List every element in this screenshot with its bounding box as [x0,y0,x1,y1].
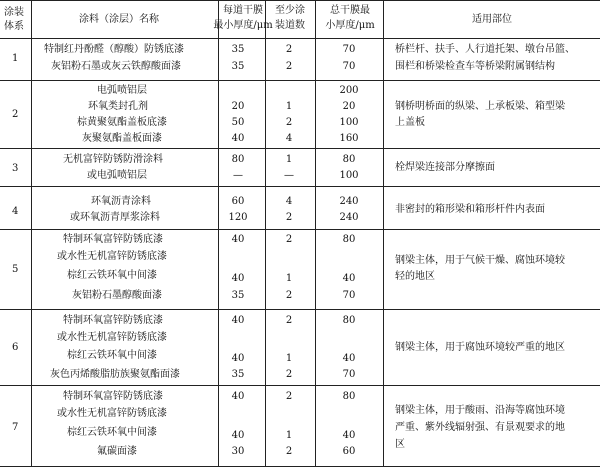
coat-count: 2 [285,117,293,128]
column-separator [315,0,316,466]
coating-name: 或环氧沥青厚浆涂料 [70,212,160,223]
coat-count: 2 [285,315,293,326]
usage-text: 围栏和桥梁检查车等桥梁附属钢结构 [395,61,555,72]
coat-thickness: 40 [231,391,245,402]
total-thickness: 60 [342,446,356,457]
usage-text: 钢桥明桥面的纵梁、上承板梁、箱型梁 [395,101,565,112]
row-separator [0,80,600,81]
row-separator [0,309,600,310]
header-thickness: 每道干膜 [223,5,263,16]
system-number: 1 [12,53,19,64]
coat-thickness: 35 [231,44,245,55]
table-border-top [0,0,600,1]
header-system: 体系 [4,21,24,32]
total-thickness: 240 [339,212,359,223]
total-thickness: 100 [339,117,359,128]
row-separator [0,186,600,187]
total-thickness: 40 [342,273,356,284]
coat-thickness: 120 [228,212,248,223]
usage-text: 上盖板 [395,117,425,128]
coat-count: 4 [285,133,293,144]
coat-thickness: 30 [231,446,245,457]
coating-name: 环氧沥青涂料 [91,196,151,207]
header-system: 涂装 [4,7,24,18]
coat-thickness: 35 [231,369,245,380]
total-thickness: 80 [342,154,356,165]
coating-name: 或电弧喷铝层 [87,170,147,181]
coat-count: 1 [285,154,293,165]
coating-name: 特制环氧富锌防锈底漆 [63,234,163,245]
coating-name: 或水性无机富锌防锈底漆 [57,408,167,419]
coating-name: 特制环氧富锌防锈底漆 [63,391,163,402]
coating-name: 氟碳面漆 [97,446,137,457]
coating-name: 无机富锌防锈防滑涂料 [63,154,163,165]
coat-count: 2 [285,391,293,402]
system-number: 4 [12,206,19,217]
system-number: 6 [12,342,19,353]
table-border-bottom [0,466,600,467]
coating-name: 或水性无机富锌防锈底漆 [57,332,167,343]
coat-count: 2 [285,234,293,245]
usage-text: 非密封的箱形梁和箱形杆件内表面 [395,204,545,215]
coat-count: 2 [285,369,293,380]
coat-thickness: 40 [231,315,245,326]
coat-count: 4 [285,196,293,207]
total-thickness: 70 [342,290,356,301]
total-thickness: 80 [342,234,356,245]
header-coats: 至少涂 [275,5,305,16]
total-thickness: 240 [339,196,359,207]
header-separator [0,38,600,39]
system-number: 7 [12,422,19,433]
header-coats: 装道数 [275,20,305,31]
total-thickness: 200 [339,85,359,96]
coating-name: 电弧喷铝层 [97,85,147,96]
coat-thickness: 40 [231,430,245,441]
header-total: 小厚度/μm [325,20,375,31]
coat-thickness: 35 [231,290,245,301]
coat-thickness: — [233,170,243,181]
total-thickness: 80 [342,315,356,326]
usage-text: 栓焊梁连接部分摩擦面 [395,162,495,173]
coat-count: 1 [285,353,293,364]
coat-count: 1 [285,273,293,284]
usage-text: 钢梁主体，用于气候干燥、腐蚀环境较 [395,255,565,266]
coat-thickness: 80 [231,154,245,165]
coating-name: 环氧类封孔剂 [88,101,148,112]
usage-text: 轻的地区 [395,271,435,282]
row-separator [0,148,600,149]
total-thickness: 20 [342,101,356,112]
coating-name: 灰聚氨酯盖板面漆 [82,133,162,144]
total-thickness: 70 [342,61,356,72]
column-separator [31,0,32,466]
coating-name: 棕红云铁环氧中间漆 [67,270,157,281]
header-thickness: 最小厚度/μm [213,20,273,31]
coating-name: 特制环氧富锌防锈底漆 [63,315,163,326]
total-thickness: 40 [342,430,356,441]
coat-count: — [284,170,294,181]
coat-thickness: 20 [231,101,245,112]
total-thickness: 160 [339,133,359,144]
total-thickness: 70 [342,44,356,55]
coat-thickness: 40 [231,353,245,364]
coat-thickness: 40 [231,273,245,284]
system-number: 3 [12,163,19,174]
column-separator [383,0,384,466]
coating-name: 或水性无机富锌防锈底漆 [57,251,167,262]
row-separator [0,229,600,230]
coating-name: 棕红云铁环氧中间漆 [67,427,157,438]
system-number: 5 [12,264,19,275]
coat-count: 2 [285,290,293,301]
coat-thickness: 40 [231,133,245,144]
coating-name: 棕黄聚氨酯盖板底漆 [77,117,167,128]
header-usage: 适用部位 [472,14,512,25]
coat-count: 2 [285,212,293,223]
column-separator [218,0,219,466]
total-thickness: 70 [342,369,356,380]
coat-thickness: 50 [231,117,245,128]
usage-text: 严重、紫外线辐射强、有景观要求的地 [395,422,565,433]
coat-count: 2 [285,61,293,72]
usage-text: 桥栏杆、扶手、人行道托架、墩台吊篮、 [395,44,575,55]
column-separator [265,0,266,466]
coat-count: 1 [285,101,293,112]
coat-count: 2 [285,44,293,55]
usage-text: 区 [395,439,405,450]
coating-name: 灰色丙烯酸脂肪族聚氨酯面漆 [50,369,180,380]
coat-thickness: 60 [231,196,245,207]
coat-thickness: 40 [231,234,245,245]
usage-text: 钢梁主体，用于腐蚀环境较严重的地区 [395,342,565,353]
coating-name: 棕红云铁环氧中间漆 [67,350,157,361]
total-thickness: 40 [342,353,356,364]
coat-thickness: 35 [231,61,245,72]
total-thickness: 80 [342,391,356,402]
coating-name: 特制红丹酚醛（醇酸）防锈底漆 [44,44,184,55]
total-thickness: 100 [339,170,359,181]
header-coating-name: 涂料（涂层）名称 [79,14,159,25]
coat-count: 2 [285,446,293,457]
row-separator [0,385,600,386]
coating-name: 灰铝粉石墨醇酸面漆 [72,290,162,301]
usage-text: 钢梁主体，用于酸雨、沿海等腐蚀环境 [395,405,565,416]
coating-name: 灰铝粉石墨或灰云铁醇酸面漆 [51,61,181,72]
system-number: 2 [12,109,19,120]
coat-count: 1 [285,430,293,441]
header-total: 总干膜最 [330,5,370,16]
